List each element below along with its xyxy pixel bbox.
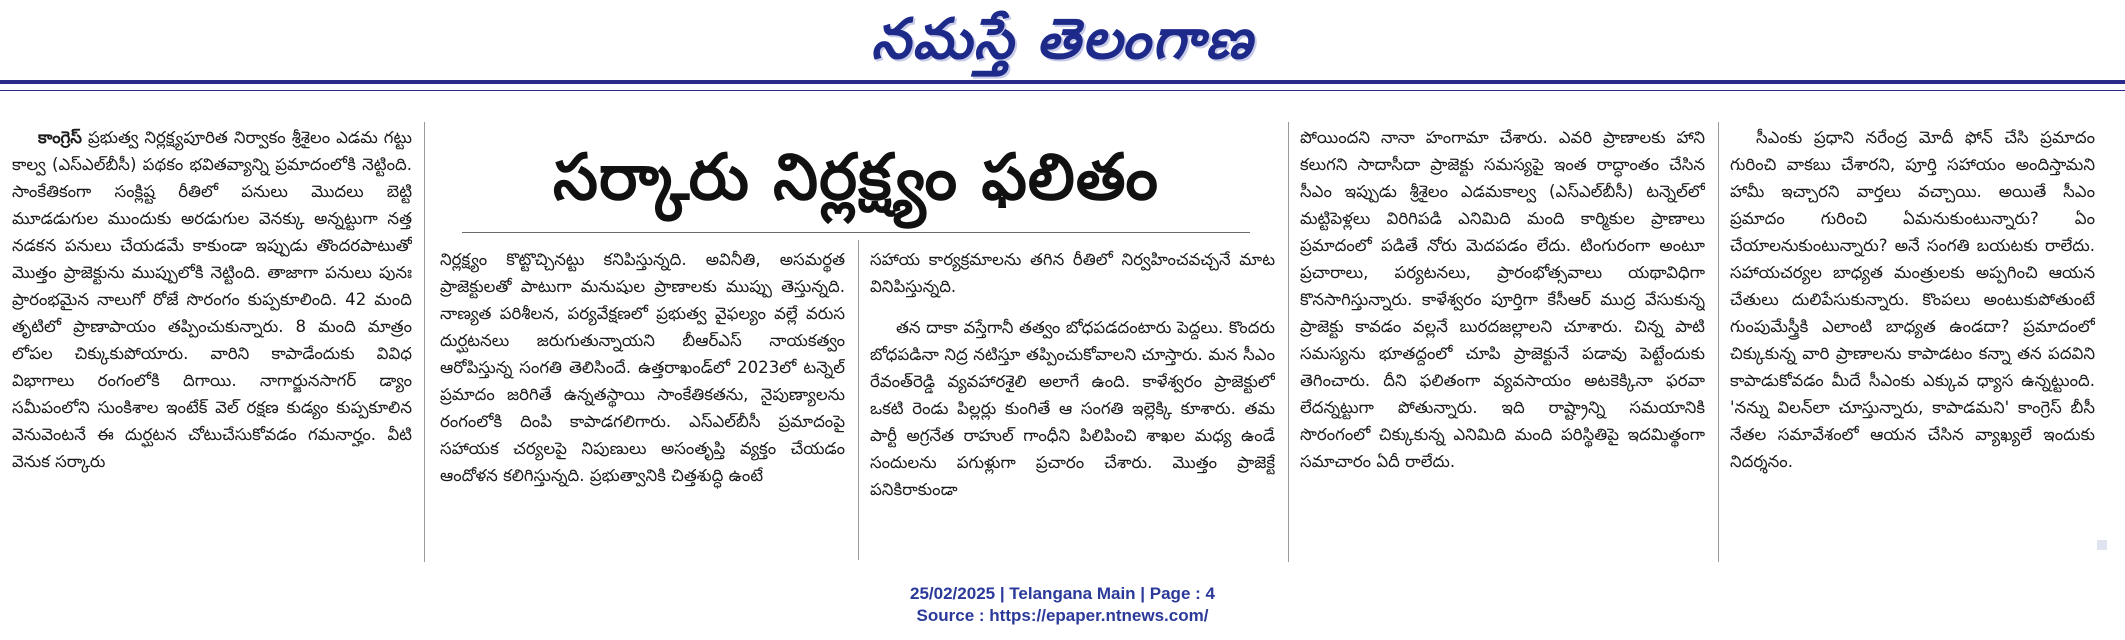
column-divider xyxy=(1718,122,1719,562)
masthead-rule xyxy=(0,80,2125,91)
article-paragraph: పోయిందని నానా హంగామా చేశారు. ఎవరి ప్రాణాలకు హాని కలుగని సాదాసీదా ప్రాజెక్టు సమస్యపై ఇంత రాద్ధాంతం చేసిన సీఎం ఇప్పుడు శ్రీశైలం ఎడమకాల్వ (ఎస్‌ఎల్‌బీసీ) టన్నెల్‌లో మట్టిపెళ్లలు విరిగిపడి ఎనిమిది మంది కార్మికుల ప్రాణాలు ప్రమాదంలో పడితే నోరు మెదపడం లేదు. టింగురంగా అంటూ ప్రచారాలు, పర్యటనలు, ప్రారంభోత్సవాలు యథావిధిగా కొనసాగిస్తున్నారు. కాళేశ్వరం పూర్తిగా కేసీఆర్ ముద్ర వేసుకున్న ప్రాజెక్టు కావడం వల్లనే బురదజల్లాలని చూశారు. చిన్న పాటి సమస్యను భూతద్దంలో చూపి ప్రాజెక్టునే పడావు పెట్టేందుకు తెగించారు. దీని ఫలితంగా వ్యవసాయం అటకెక్కినా ఫరవా లేదన్నట్టుగా పోతున్నారు. ఇది రాష్ట్రాన్ని సమయానికి సొరంగంలో చిక్కుకున్న ఎనిమిది మంది పరిస్థితిపై ఇదమిత్థంగా సమాచారం ఏదీ రాలేదు. xyxy=(1300,128,1705,471)
article-column-5 xyxy=(1730,124,2095,550)
headline-rule xyxy=(462,232,1250,233)
article-column-4 xyxy=(1300,124,1705,550)
column-divider xyxy=(424,122,425,562)
article-column-3 xyxy=(870,246,1275,556)
footer-date-page: 25/02/2025 | Telangana Main | Page : 4 xyxy=(910,584,1215,603)
column-divider xyxy=(858,240,859,560)
footer-source: Source : https://epaper.ntnews.com/ xyxy=(916,606,1209,625)
article-headline: సర్కారు నిర్లక్ష్యం ఫలితం xyxy=(552,141,1160,215)
article-paragraph: తన దాకా వస్తేగానీ తత్వం బోధపడదంటారు పెద్దలు. కొందరు బోధపడినా నిద్ర నటిస్తూ తప్పించుకోవాలని చూస్తారు. మన సీఎం రేవంత్‌రెడ్డి వ్యవహారశైలి అలాగే ఉంది. కాళేశ్వరం ప్రాజెక్టులో ఒకటి రెండు పిల్లర్లు కుంగితే ఆ సంగతి ఇల్లెక్కి కూశారు. తమ పార్టీ అగ్రనేత రాహుల్ గాంధీని పిలిపించి శాఖల మధ్య ఉండే సందులను పగుళ్లుగా ప్రచారం చేశారు. మొత్తం ప్రాజెక్టే పనికిరాకుండా xyxy=(870,318,1275,499)
article-paragraph: సీఎంకు ప్రధాని నరేంద్ర మోదీ ఫోన్ చేసి ప్రమాదం గురించి వాకబు చేశారని, పూర్తి సహాయం అందిస్తామని హామీ ఇచ్చారని వార్తలు వచ్చాయి. అయితే సీఎం ప్రమాదం గురించి ఏమనుకుంటున్నారు? ఏం చేయాలనుకుంటున్నారు? అనే సంగతి బయటకు రాలేదు. సహాయచర్యల బాధ్యత మంత్రులకు అప్పగించి ఆయన చేతులు దులిపేసుకున్నారు. కొంపలు అంటుకుపోతుంటే గుంపుమేస్త్రీకి ఎలాంటి బాధ్యత ఉండదా? ప్రమాదంలో చిక్కుకున్న వారి ప్రాణాలను కాపాడటం కన్నా తన పదవిని కాపాడుకోవడం మీదే సీఎంకు ఎక్కువ ధ్యాస ఉన్నట్టుంది. 'నన్ను విలన్‌లా చూస్తున్నారు, కాపాడమని' కాంగ్రెస్ బీసీ నేతల సమావేశంలో ఆయన చేసిన వ్యాఖ్యలే ఇందుకు నిదర్శనం. xyxy=(1730,128,2095,471)
article-column-2 xyxy=(440,246,845,556)
byline: కాంగ్రెస్ xyxy=(38,128,82,147)
article-paragraph: నిర్లక్ష్యం కొట్టొచ్చినట్టు కనిపిస్తున్నది. అవినీతి, అసమర్థత ప్రాజెక్టులతో పాటుగా మనుషుల ప్రాణాలకు ముప్పు తెస్తున్నది. నాణ్యత పరిశీలన, పర్యవేక్షణలో ప్రభుత్వ వైఫల్యం వల్లే వరుస దుర్ఘటనలు జరుగుతున్నాయని బీఆర్‌ఎస్ నాయకత్వం ఆరోపిస్తున్న సంగతి తెలిసిందే. ఉత్తరాఖండ్‌లో 2023లో టన్నెల్ ప్రమాదం జరిగితే ఉన్నతస్థాయి సాంకేతికతను, నైపుణ్యాలను రంగంలోకి దింపి కాపాడగలిగారు. ఎస్‌ఎల్‌బీసీ ప్రమాదంపై సహాయక చర్యలపై నిపుణులు అసంతృప్తి వ్యక్తం చేయడం ఆందోళన కలిగిస్తున్నది. ప్రభుత్వానికి చిత్తశుద్ధి ఉంటే xyxy=(440,250,845,485)
article-paragraph: సహాయ కార్యక్రమాలను తగిన రీతిలో నిర్వహించవచ్చనే మాట వినిపిస్తున్నది. xyxy=(870,250,1275,296)
article-column-1 xyxy=(12,124,412,550)
masthead-title: నమస్తే తెలంగాణ xyxy=(871,6,1254,72)
article-paragraph: కాంగ్రెస్ ప్రభుత్వ నిర్లక్ష్యపూరిత నిర్వాకం శ్రీశైలం ఎడమ గట్టు కాల్వ (ఎస్‌ఎల్‌బీసీ) పథకం భవితవ్యాన్ని ప్రమాదంలోకి నెట్టింది. సాంకేతికంగా సంక్లిష్ట రీతిలో పనులు మొదలు బెట్టి మూడడుగుల ముందుకు అరడుగుల వెనక్కు అన్నట్టుగా నత్త నడకన పనులు చేయడమే కాకుండా ఇప్పుడు తొందరపాటుతో మొత్తం ప్రాజెక్టును ముప్పులోకి నెట్టింది. తాజాగా పనులు పునః ప్రారంభమైన నాలుగో రోజే సొరంగం కుప్పకూలింది. 42 మంది తృటిలో ప్రాణాపాయం తప్పించుకున్నారు. 8 మంది మాత్రం లోపల చిక్కుకుపోయారు. వారిని కాపాడేందుకు వివిధ విభాగాలు రంగంలోకి దిగాయి. నాగార్జునసాగర్ డ్యాం సమీపంలోని సుంకిశాల ఇంటేక్ వెల్ రక్షణ కుడ్యం కుప్పకూలిన వెనువెంటనే ఈ దుర్ఘటన చోటుచేసుకోవడం గమనార్హం. వీటి వెనుక సర్కారు xyxy=(12,128,412,471)
page-marker xyxy=(2097,540,2107,550)
column-divider xyxy=(1288,122,1289,562)
